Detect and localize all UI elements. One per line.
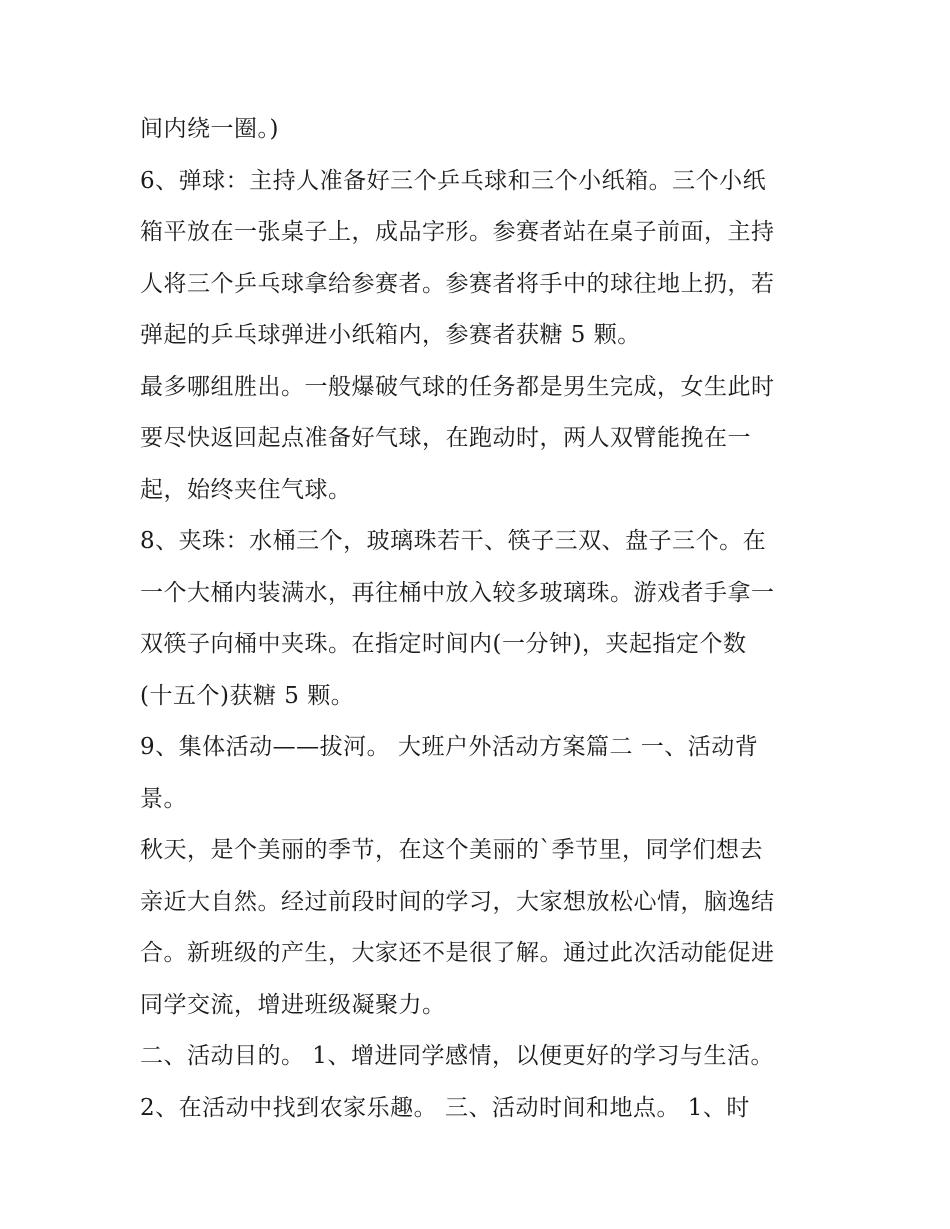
- text-line: 8、夹珠：水桶三个，玻璃珠若干、筷子三双、盘子三个。在: [140, 528, 767, 554]
- text-line: 双筷子向桶中夹珠。在指定时间内(一分钟)，夹起指定个数: [140, 631, 747, 657]
- text-line: 弹起的乒乓球弹进小纸箱内，参赛者获糖 5 颗。: [140, 322, 641, 348]
- text-line: 合。新班级的产生，大家还不是很了解。通过此次活动能促进: [140, 940, 775, 966]
- text-line: 景。: [140, 785, 187, 812]
- text-line: 人将三个乒乓球拿给参赛者。参赛者将手中的球往地上扔，若: [140, 270, 775, 297]
- text-line: 要尽快返回起点准备好气球，在跑动时，两人双臂能挽在一: [140, 425, 751, 451]
- text-line: 6、弹球：主持人准备好三个乒乓球和三个小纸箱。三个小纸: [140, 167, 767, 194]
- text-line: 秋天，是个美丽的季节，在这个美丽的`季节里，同学们想去: [140, 837, 763, 863]
- text-line: 间内绕一圈。): [140, 116, 279, 142]
- document-body: [140, 104, 830, 1134]
- text-line: 一个大桶内装满水，再往桶中放入较多玻璃珠。游戏者手拿一: [140, 579, 775, 606]
- text-line: 2、在活动中找到农家乐趣。 三、活动时间和地点。 1、时: [140, 1094, 750, 1121]
- text-line: 箱平放在一张桌子上，成品字形。参赛者站在桌子前面，主持: [140, 219, 775, 245]
- text-line: 二、活动目的。 1、增进同学感情，以便更好的学习与生活。: [140, 1043, 774, 1069]
- text-line: (十五个)获糖 5 颗。: [140, 682, 355, 709]
- text-line: 同学交流，增进班级凝聚力。: [140, 991, 446, 1018]
- text-line: 起，始终夹住气球。: [140, 476, 352, 503]
- text-line: 9、集体活动——拔河。 大班户外活动方案篇二 一、活动背: [140, 734, 759, 760]
- text-line: 最多哪组胜出。一般爆破气球的任务都是男生完成，女生此时: [140, 373, 775, 400]
- text-line: 亲近大自然。经过前段时间的学习，大家想放松心情，脑逸结: [140, 888, 775, 915]
